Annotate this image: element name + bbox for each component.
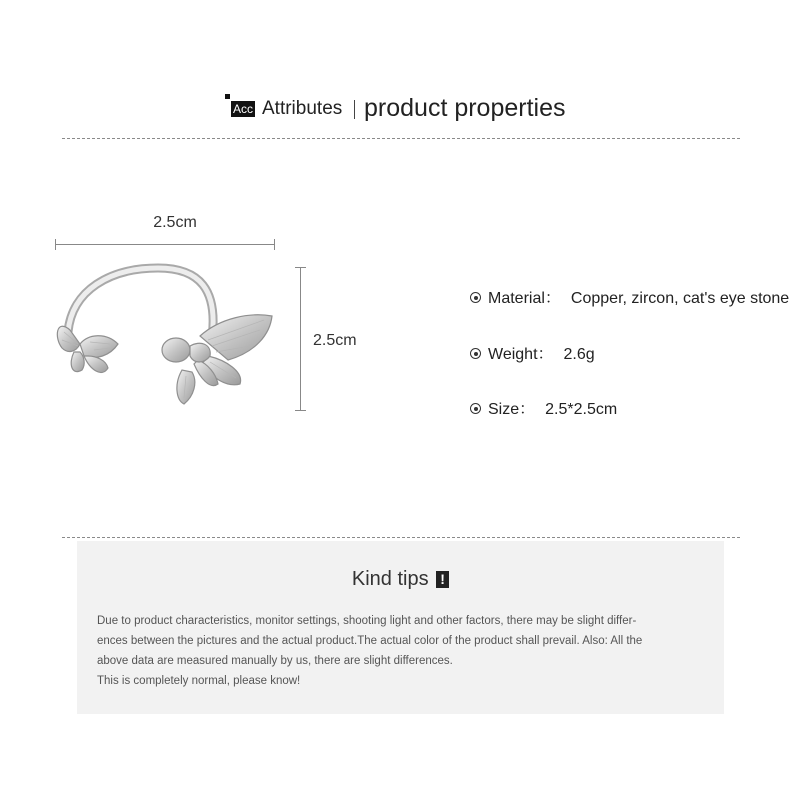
header-tag: Acc <box>233 102 254 116</box>
tips-line: ences between the pictures and the actual product.The actual color of the product shall prevail. Also: All the <box>97 635 643 647</box>
property-label: Size： <box>488 401 536 418</box>
kind-tips-title: Kind tips <box>351 568 429 590</box>
divider-middle <box>62 537 740 538</box>
page-title: product properties <box>364 94 566 122</box>
header-attributes-label: Attributes <box>262 98 343 119</box>
property-weight <box>470 341 595 364</box>
header-dot <box>225 94 230 99</box>
kind-tips-panel <box>77 541 724 714</box>
property-value: 2.6g <box>563 346 595 363</box>
property-label: Weight： <box>488 346 554 363</box>
property-label: Material： <box>488 290 561 307</box>
height-dimension-cap-bottom <box>295 410 306 411</box>
width-dimension-cap-left <box>55 239 56 250</box>
bullet-icon <box>470 292 481 303</box>
tips-line: This is completely normal, please know! <box>97 675 301 687</box>
tips-line: Due to product characteristics, monitor settings, shooting light and other factors, there may be slight differ- <box>97 615 637 627</box>
width-dimension-cap-right <box>274 239 275 250</box>
height-dimension-label: 2.5cm <box>313 332 357 349</box>
property-value: Copper, zircon, cat's eye stone <box>570 290 790 307</box>
bullet-icon <box>470 348 481 359</box>
bullet-icon <box>470 403 481 414</box>
kind-tips-heading <box>77 568 724 591</box>
kind-tips-text <box>97 611 712 691</box>
section-header <box>0 88 800 128</box>
divider-top <box>62 138 740 139</box>
property-value: 2.5*2.5cm <box>545 401 618 418</box>
header-separator <box>354 100 355 119</box>
exclamation-icon: ! <box>436 571 449 588</box>
property-material <box>470 285 789 308</box>
height-dimension-line <box>300 268 301 410</box>
tips-line: above data are measured manually by us, there are slight differences. <box>97 655 453 667</box>
width-dimension-label: 2.5cm <box>153 214 197 231</box>
product-image-butterfly-ring <box>50 260 290 420</box>
width-dimension-line <box>55 244 275 245</box>
property-size <box>470 396 617 419</box>
